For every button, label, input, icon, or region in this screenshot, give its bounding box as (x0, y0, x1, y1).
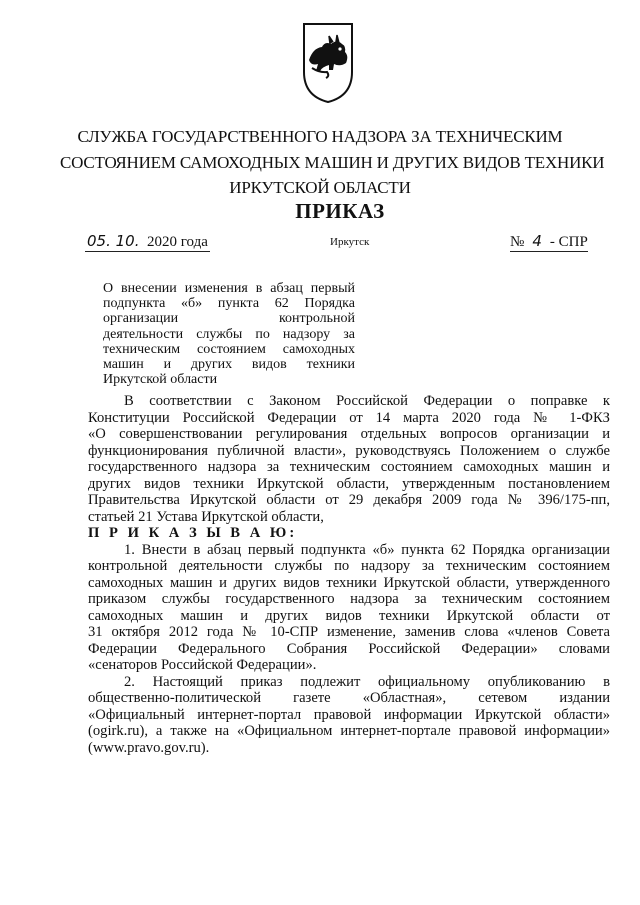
body-line: Правительства Иркутской области от 29 декабря 2009 года № 396/175-пп, (88, 492, 610, 508)
subject-line: машин и других видов техники (103, 357, 355, 373)
date-year: 2020 года (146, 234, 208, 250)
handwritten-number: 4 (532, 232, 542, 250)
subject-line: организации контрольной (103, 311, 355, 327)
body-line: государственного надзора за техническим состоянием самоходных машин и (88, 459, 610, 475)
body-line: функционирования публичной власти», руководствуясь Положением о службе (88, 442, 610, 459)
body-line: (ogirk.ru), а также на «Официальном интернет-портале правовой информации» (88, 723, 610, 739)
org-line: ИРКУТСКОЙ ОБЛАСТИ (229, 178, 411, 197)
body-line: «Официальный интернет-портал правовой информации Иркутской области» (88, 706, 610, 723)
subject-line: техническим состоянием самоходных (103, 341, 355, 357)
subject-line: О внесении изменения в абзац первый (103, 281, 355, 296)
date-number-line (0, 232, 640, 254)
document-date (85, 232, 210, 252)
body-line: 1. Внести в абзац первый подпункта «б» пункта 62 Порядка организации (124, 541, 610, 558)
subject-line: Иркутской области (103, 372, 218, 388)
body-line: 31 октября 2012 года № 10-СПР изменение, заменив слова «членов Совета (88, 624, 610, 640)
body-line: самоходных машин и других видов техники Иркутской области, утвержденного (88, 574, 610, 591)
subject-line: деятельности службы по надзору за (103, 326, 355, 342)
org-line: СЛУЖБА ГОСУДАРСТВЕННОГО НАДЗОРА ЗА ТЕХНИЧЕСКИМ (77, 127, 563, 146)
document-number (510, 232, 588, 252)
order-item-2 (88, 674, 610, 757)
body-line: «сенаторов Российской Федерации». (88, 657, 317, 673)
document-type-title: ПРИКАЗ (295, 199, 385, 223)
body-line: «О совершенствовании регулирования отдельных вопросов организации и (88, 426, 610, 442)
coat-of-arms-icon (300, 20, 356, 104)
body-line: приказом службы государственного надзора за техническим состоянием (88, 591, 610, 607)
order-heading: П Р И К А З Ы В А Ю: (88, 525, 298, 541)
body-line: Федерации Федерального Собрания Российской Федерации» словами (88, 640, 610, 657)
subject-line: подпункта «б» пункта 62 Порядка (103, 296, 355, 312)
body-line: статьей 21 Устава Иркутской области, (88, 508, 324, 525)
body-line: (www.pravo.gov.ru). (88, 739, 210, 756)
document-subject (103, 281, 355, 387)
body-line: других видов техники Иркутской области, утвержденным постановлением (88, 475, 610, 492)
handwritten-date: 05. 10. (87, 232, 140, 250)
city-label: Иркутск (330, 236, 370, 248)
number-sign: № (510, 234, 525, 250)
org-line: СОСТОЯНИЕМ САМОХОДНЫХ МАШИН И ДРУГИХ ВИДОВ ТЕХНИКИ (60, 152, 605, 172)
organization-name (60, 124, 605, 201)
document-body (88, 393, 610, 756)
body-line: 2. Настоящий приказ подлежит официальному опубликованию в (124, 673, 610, 690)
body-line: общественно-политической газете «Областная», сетевом издании (88, 690, 610, 706)
body-line: контрольной деятельности службы по надзору за техническим состоянием (88, 558, 610, 574)
number-suffix: - СПР (549, 234, 588, 250)
body-line: В соответствии с Законом Российской Федерации о поправке к (124, 393, 610, 409)
body-line: Конституции Российской Федерации от 14 марта 2020 года № 1-ФКЗ (88, 409, 610, 426)
order-item-1 (88, 542, 610, 674)
body-line: самоходных машин и других видов техники Иркутской области от (88, 607, 610, 624)
preamble-paragraph (88, 393, 610, 525)
